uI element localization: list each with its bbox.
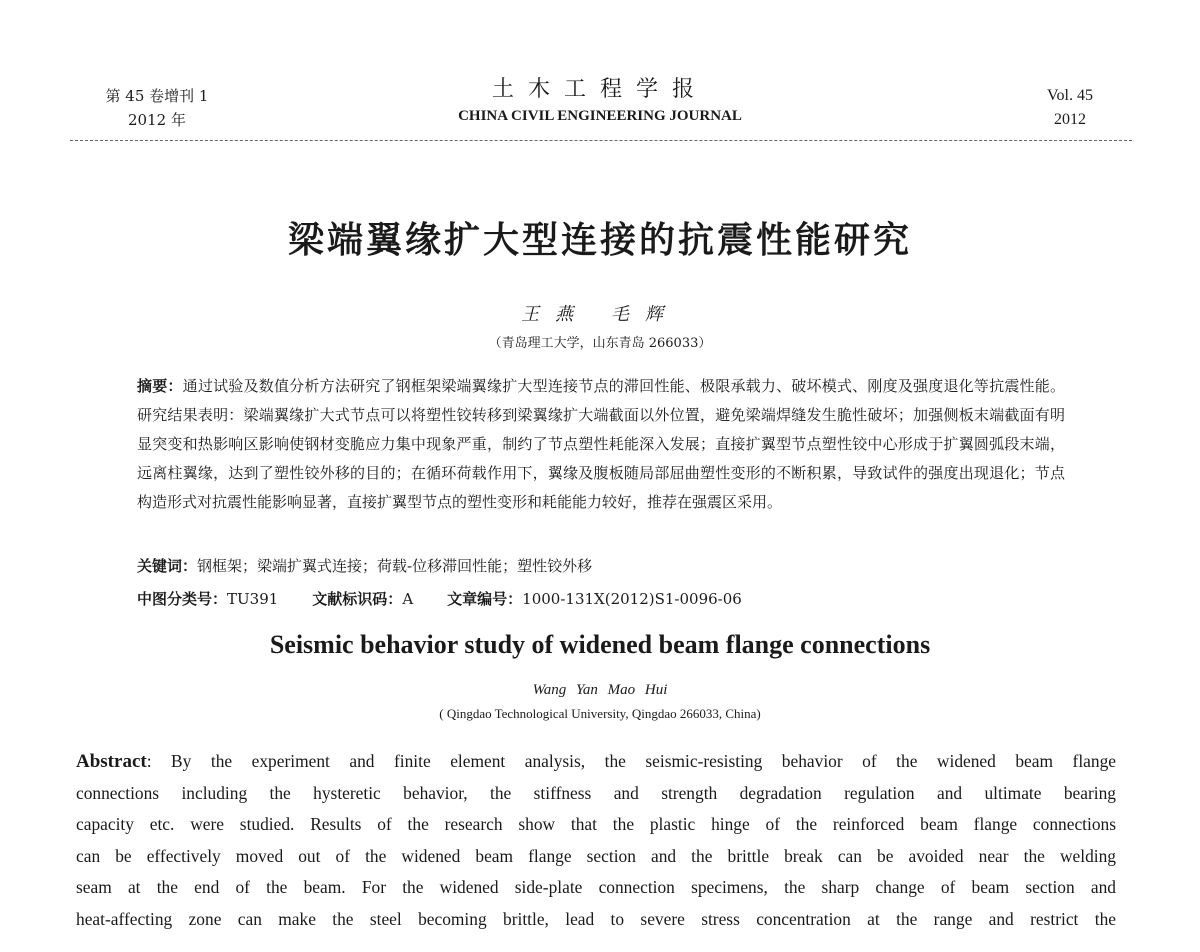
abstract-en-label: Abstract [76,751,147,772]
article-number-value: 1000-131X(2012)S1-0096-06 [522,590,742,608]
abstract-en-line [76,746,1116,778]
abstract-cn-text: 通过试验及数值分析方法研究了钢框架梁端翼缘扩大型连接节点的滞回性能、极限承载力、破坏模式、刚度及强度退化等抗震性能。研究结果表明：梁端翼缘扩大式节点可以将塑性铰转移到梁翼缘扩大端截面以外位置，避免梁端焊缝发生脆性破坏；加强侧板末端截面有明显突变和热影响区影响使钢材变脆应力集中现象严重，制约了节点塑性耗能深入发展；直接扩翼型节点塑性铰中心形成于扩翼圆弧段末端，远离柱翼缘，达到了塑性铰外移的目的；在循环荷载作用下，翼缘及腹板随局部屈曲塑性变形的不断积累，导致试件的强度出现退化；节点构造形式对抗震性能影响显著，直接扩翼型节点的塑性变形和耗能能力较好，推荐在强震区采用。 [137,377,1065,511]
authors-en: Wang Yan Mao Hui [532,682,668,698]
abstract-en-line6: heat-affecting zone can make the steel becoming brittle, lead to severe stress concentration at the range and restrict the [76,908,1116,929]
header-year-cn: 2012 年 [128,111,186,129]
authors-cn: 王燕 毛辉 [521,304,679,325]
header-volume-block [92,84,222,132]
journal-name-en: CHINA CIVIL ENGINEERING JOURNAL [458,108,742,124]
header-year-en: 2012 [1054,111,1086,128]
abstract-cn-label: 摘要： [137,377,183,395]
header-volume-en-block [1030,84,1110,132]
header-divider [70,140,1132,141]
doc-code-value: A [402,590,414,608]
abstract-en-line3: capacity etc. were studied. Results of the research show that the plastic hinge of the reinforced beam flange connections [76,814,1116,834]
abstract-en-line2: connections including the hysteretic behavior, the stiffness and strength degradation regulation and ultimate bearing [76,782,1116,803]
abstract-en-line1: : By the experiment and finite element analysis, the seismic-resisting behavior of the widened beam flange [146,751,1116,771]
abstract-cn [137,372,1065,517]
article-number-label: 文章编号： [447,590,523,608]
keywords-cn-label: 关键词： [137,557,198,575]
header-volume-issue-cn: 第 45 卷增刊 1 [105,87,209,105]
clc-value: TU391 [227,590,279,608]
affiliation-en: ( Qingdao Technological University, Qingdao 266033, China) [439,706,761,721]
classification-line [137,585,1065,614]
keywords-cn-text: 钢框架；梁端扩翼式连接；荷载-位移滞回性能；塑性铰外移 [197,557,593,575]
header-volume-en: Vol. 45 [1047,87,1093,104]
keywords-cn [137,552,1065,581]
journal-name-cn: 土木工程学报 [491,77,708,102]
affiliation-cn: （青岛理工大学，山东青岛 266033） [488,336,712,351]
paper-title-en: Seismic behavior study of widened beam flange connections [269,630,931,659]
abstract-en [76,746,1116,935]
abstract-en-line4: can be effectively moved out of the widened beam flange section and the brittle break can be avoided near the welding [76,845,1116,866]
doc-code-label: 文献标识码： [312,590,403,608]
clc-label: 中图分类号： [137,590,228,608]
journal-masthead [380,76,820,128]
abstract-en-line5: seam at the end of the beam. For the widened side-plate connection specimens, the sharp change of beam section and [76,877,1116,897]
paper-title-cn: 梁端翼缘扩大型连接的抗震性能研究 [287,220,912,261]
